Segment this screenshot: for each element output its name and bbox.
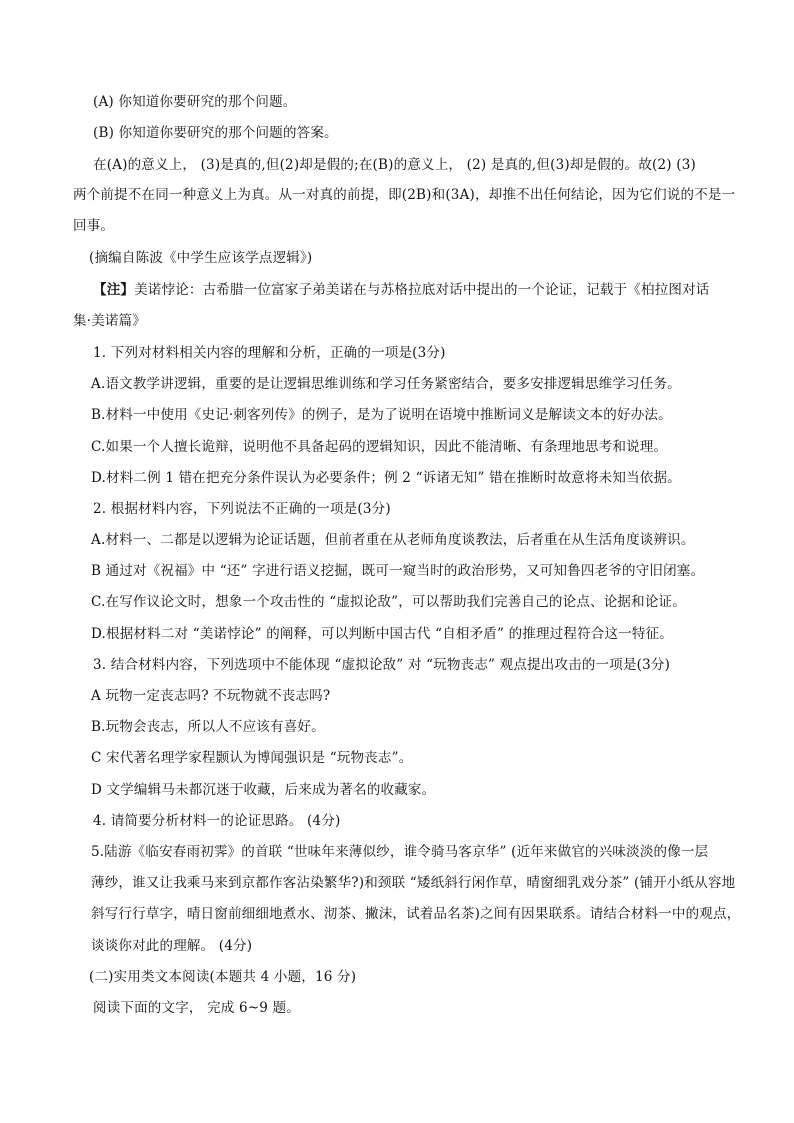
question-2-option-c: C.在写作议论文时，想象一个攻击性的 “虚拟论敌”，可以帮助我们完善自己的论点、论据和论证。 bbox=[91, 594, 686, 610]
question-1-option-d: D.材料二例 1 错在把充分条件误认为必要条件；例 2 “诉诸无知” 错在推断时故意将未知当依据。 bbox=[91, 470, 681, 486]
question-2-option-b: B 通过对《祝福》中 “还” 字进行语义挖掘，既可一窥当时的政治形势，又可知鲁四老爷的守旧闭塞。 bbox=[91, 563, 705, 579]
source-citation: (摘编自陈波《中学生应该学点逻辑》) bbox=[89, 250, 313, 266]
question-1-option-a: A.语文教学讲逻辑，重要的是让逻辑思维训练和学习任务紧密结合，要多安排逻辑思维学习任务。 bbox=[91, 376, 681, 392]
option-a-definition: (A) 你知道你要研究的那个问题。 bbox=[93, 94, 297, 110]
question-3-option-b: B.玩物会丧志，所以人不应该有喜好。 bbox=[91, 719, 325, 735]
question-2: 2. 根据材料内容，下列说法不正确的一项是(3分) bbox=[93, 501, 391, 517]
question-1-option-c: C.如果一个人擅长诡辩，说明他不具备起码的逻辑知识，因此不能清晰、有条理地思考和说理。 bbox=[91, 439, 668, 455]
question-3: 3. 结合材料内容，下列选项中不能体现 “虚拟论敌” 对 “玩物丧志” 观点提出攻击的一项是(3分) bbox=[93, 657, 671, 673]
paragraph-line-1: 在(A)的意义上， (3)是真的,但(2)却是假的;在(B)的意义上， (2) 是真的,但(3)却是假的。故(2) (3) bbox=[93, 157, 696, 173]
question-5-line-1: 5.陆游《临安春雨初霁》的首联 “世味年来薄似纱，谁令骑马客京华” (近年来做官的兴味淡淡的像一层 bbox=[91, 844, 709, 860]
option-b-definition: (B) 你知道你要研究的那个问题的答案。 bbox=[93, 125, 338, 141]
question-3-option-d: D 文学编辑马未都沉迷于收藏，后来成为著名的收藏家。 bbox=[91, 782, 436, 798]
question-5-line-3: 斜写行行草字，晴日窗前细细地煮水、沏茶、撇沫，试着品名茶)之间有因果联系。请结合材料一中的观点， bbox=[91, 906, 741, 922]
note-line-1 bbox=[93, 281, 710, 299]
question-2-option-d: D.根据材料二对 “美诺悖论” 的阐释，可以判断中国古代 “自相矛盾” 的推理过程符合这一特征。 bbox=[91, 626, 674, 642]
question-3-option-a: A 玩物一定丧志吗? 不玩物就不丧志吗? bbox=[91, 688, 331, 704]
section-heading: (二)实用类文本阅读(本题共 4 小题，16 分) bbox=[89, 969, 357, 985]
question-4: 4. 请简要分析材料一的论证思路。 (4分) bbox=[93, 813, 341, 829]
note-text: 美诺悖论：古希腊一位富家子弟美诺在与苏格拉底对话中提出的一个论证，记载于《柏拉图对话 bbox=[134, 282, 710, 298]
note-line-2: 集·美诺篇》 bbox=[73, 313, 146, 329]
question-2-option-a: A.材料一、二都是以逻辑为论证话题，但前者重在从老师角度谈教法，后者重在从生活角度谈辨识。 bbox=[91, 532, 695, 548]
paragraph-line-3: 回事。 bbox=[73, 218, 115, 234]
note-mark: 【注】 bbox=[93, 282, 135, 298]
question-1: 1. 下列对材料相关内容的理解和分析，正确的一项是(3分) bbox=[93, 345, 446, 361]
paragraph-line-2: 两个前提不在同一种意义上为真。从一对真的前提，即(2B)和(3A)，却推不出任何结论，因为它们说的不是一 bbox=[73, 187, 736, 203]
reading-instruction: 阅读下面的文字， 完成 6~9 题。 bbox=[93, 1000, 300, 1016]
question-3-option-c: C 宋代著名理学家程颢认为博闻强识是 “玩物丧志”。 bbox=[91, 750, 413, 766]
question-1-option-b: B.材料一中使用《史记·刺客列传》的例子，是为了说明在语境中推断词义是解读文本的好办法。 bbox=[91, 407, 672, 423]
question-5-line-2: 薄纱，谁又让我乘马来到京都作客沾染繁华?)和颈联 “矮纸斜行闲作草，晴窗细乳戏分茶” (铺开小纸从容地 bbox=[91, 875, 736, 891]
question-5-line-4: 谈谈你对此的理解。 (4分) bbox=[91, 938, 253, 954]
